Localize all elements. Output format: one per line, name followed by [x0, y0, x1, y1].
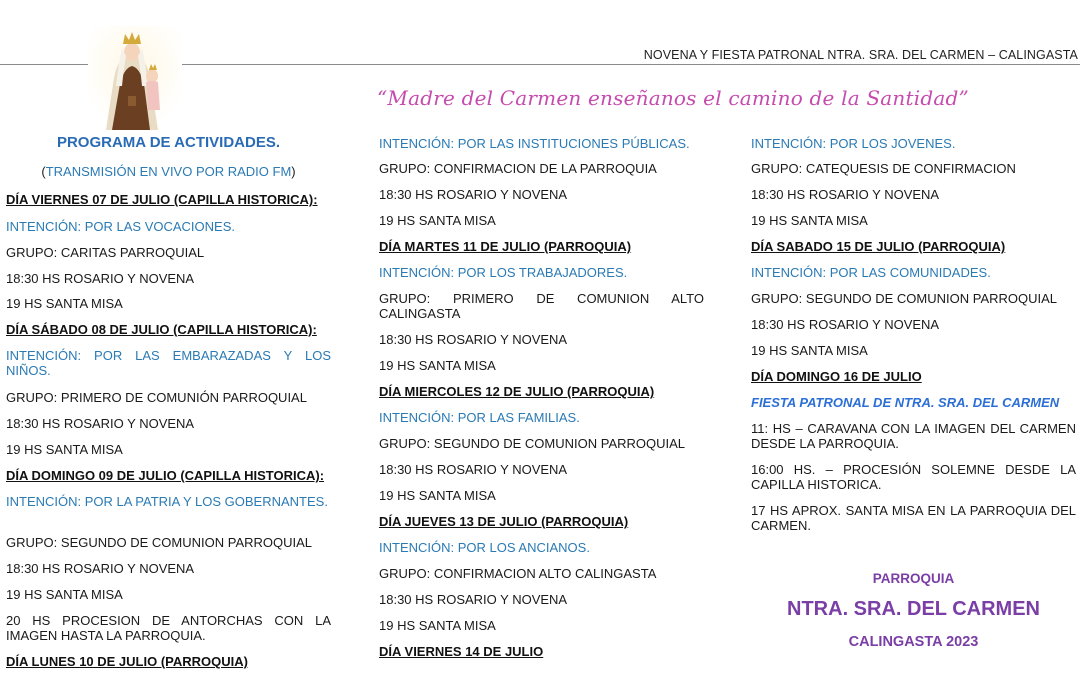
day-heading: DÍA VIERNES 14 DE JULIO [379, 644, 544, 659]
mass-time: 19 HS SANTA MISA [6, 296, 123, 311]
day-heading: DÍA DOMINGO 16 DE JULIO [751, 369, 922, 384]
mass-text: 17 HS APROX. SANTA MISA EN LA PARROQUIA DEL CARMEN. [751, 503, 1076, 533]
procession-text: 20 HS PROCESION DE ANTORCHAS CON LA IMAGEN HASTA LA PARROQUIA. [6, 613, 331, 643]
day-heading: DÍA LUNES 10 DE JULIO (PARROQUIA) [6, 654, 248, 669]
mass-time: 19 HS SANTA MISA [6, 587, 123, 602]
virgin-image [88, 26, 182, 130]
rosary-time: 18:30 HS ROSARIO Y NOVENA [6, 416, 195, 431]
group-text: GRUPO: SEGUNDO DE COMUNION PARROQUIAL [6, 535, 313, 550]
day-heading: DÍA SABADO 15 DE JULIO (PARROQUIA) [751, 239, 1006, 254]
mass-time: 19 HS SANTA MISA [6, 442, 123, 457]
parish-label: PARROQUIA [872, 571, 955, 586]
fiesta-title: FIESTA PATRONAL DE NTRA. SRA. DEL CARMEN [751, 395, 1060, 410]
rosary-time: 18:30 HS ROSARIO Y NOVENA [379, 462, 568, 477]
rosary-time: 18:30 HS ROSARIO Y NOVENA [379, 592, 568, 607]
motto-text: “Madre del Carmen enseñanos el camino de la Santidad” [377, 86, 969, 110]
mass-time: 19 HS SANTA MISA [379, 358, 496, 373]
intention-text: INTENCIÓN: POR LAS FAMILIAS. [379, 410, 580, 425]
parish-location-year: CALINGASTA 2023 [848, 634, 979, 650]
program-title: PROGRAMA DE ACTIVIDADES. [56, 134, 281, 151]
group-text: GRUPO: PRIMERO DE COMUNIÓN PARROQUIAL [6, 390, 307, 405]
intention-text: INTENCIÓN: POR LAS VOCACIONES. [6, 219, 235, 234]
day-heading: DÍA JUEVES 13 DE JULIO (PARROQUIA) [379, 514, 629, 529]
group-text: GRUPO: CONFIRMACION DE LA PARROQUIA [379, 161, 657, 176]
day-heading: DÍA MARTES 11 DE JULIO (PARROQUIA) [379, 239, 632, 254]
day-heading: DÍA VIERNES 07 DE JULIO (CAPILLA HISTORICA): [6, 192, 318, 207]
group-text: GRUPO: CONFIRMACION ALTO CALINGASTA [379, 566, 657, 581]
group-text: GRUPO: PRIMERO DE COMUNION ALTO CALINGASTA [379, 291, 704, 321]
mass-time: 19 HS SANTA MISA [751, 213, 868, 228]
mass-time: 19 HS SANTA MISA [379, 488, 496, 503]
procession-text: 16:00 HS. – PROCESIÓN SOLEMNE DESDE LA CAPILLA HISTORICA. [751, 462, 1076, 492]
rosary-time: 18:30 HS ROSARIO Y NOVENA [6, 561, 195, 576]
day-heading: DÍA DOMINGO 09 DE JULIO (CAPILLA HISTORICA): [6, 468, 325, 483]
intention-text: INTENCIÓN: POR LOS TRABAJADORES. [379, 265, 628, 280]
intention-text: INTENCIÓN: POR LAS EMBARAZADAS Y LOS NIÑOS. [6, 348, 331, 378]
day-heading: DÍA SÁBADO 08 DE JULIO (CAPILLA HISTORICA): [6, 322, 317, 337]
rosary-time: 18:30 HS ROSARIO Y NOVENA [6, 271, 195, 286]
intention-text: INTENCIÓN: POR LOS ANCIANOS. [379, 540, 590, 555]
intention-text: INTENCIÓN: POR LA PATRIA Y LOS GOBERNANTES. [6, 494, 328, 509]
rosary-time: 18:30 HS ROSARIO Y NOVENA [379, 332, 568, 347]
intention-text: INTENCIÓN: POR LAS INSTITUCIONES PÚBLICAS. [379, 136, 690, 151]
rosary-time: 18:30 HS ROSARIO Y NOVENA [751, 187, 940, 202]
group-text: GRUPO: SEGUNDO DE COMUNION PARROQUIAL [379, 436, 686, 451]
parish-name: NTRA. SRA. DEL CARMEN [787, 598, 1040, 620]
program-subtitle: (TRANSMISIÓN EN VIVO POR RADIO FM) [41, 164, 296, 179]
group-text: GRUPO: SEGUNDO DE COMUNION PARROQUIAL [751, 291, 1058, 306]
day-heading: DÍA MIERCOLES 12 DE JULIO (PARROQUIA) [379, 384, 655, 399]
rosary-time: 18:30 HS ROSARIO Y NOVENA [751, 317, 940, 332]
rosary-time: 18:30 HS ROSARIO Y NOVENA [379, 187, 568, 202]
group-text: GRUPO: CATEQUESIS DE CONFIRMACION [751, 161, 1016, 176]
group-text: GRUPO: CARITAS PARROQUIAL [6, 245, 205, 260]
caravan-text: 11: HS – CARAVANA CON LA IMAGEN DEL CARMEN DESDE LA PARROQUIA. [751, 421, 1076, 451]
intention-text: INTENCIÓN: POR LOS JOVENES. [751, 136, 956, 151]
header-title: NOVENA Y FIESTA PATRONAL NTRA. SRA. DEL CARMEN – CALINGASTA [643, 48, 1078, 62]
mass-time: 19 HS SANTA MISA [379, 618, 496, 633]
intention-text: INTENCIÓN: POR LAS COMUNIDADES. [751, 265, 991, 280]
mass-time: 19 HS SANTA MISA [379, 213, 496, 228]
mass-time: 19 HS SANTA MISA [751, 343, 868, 358]
